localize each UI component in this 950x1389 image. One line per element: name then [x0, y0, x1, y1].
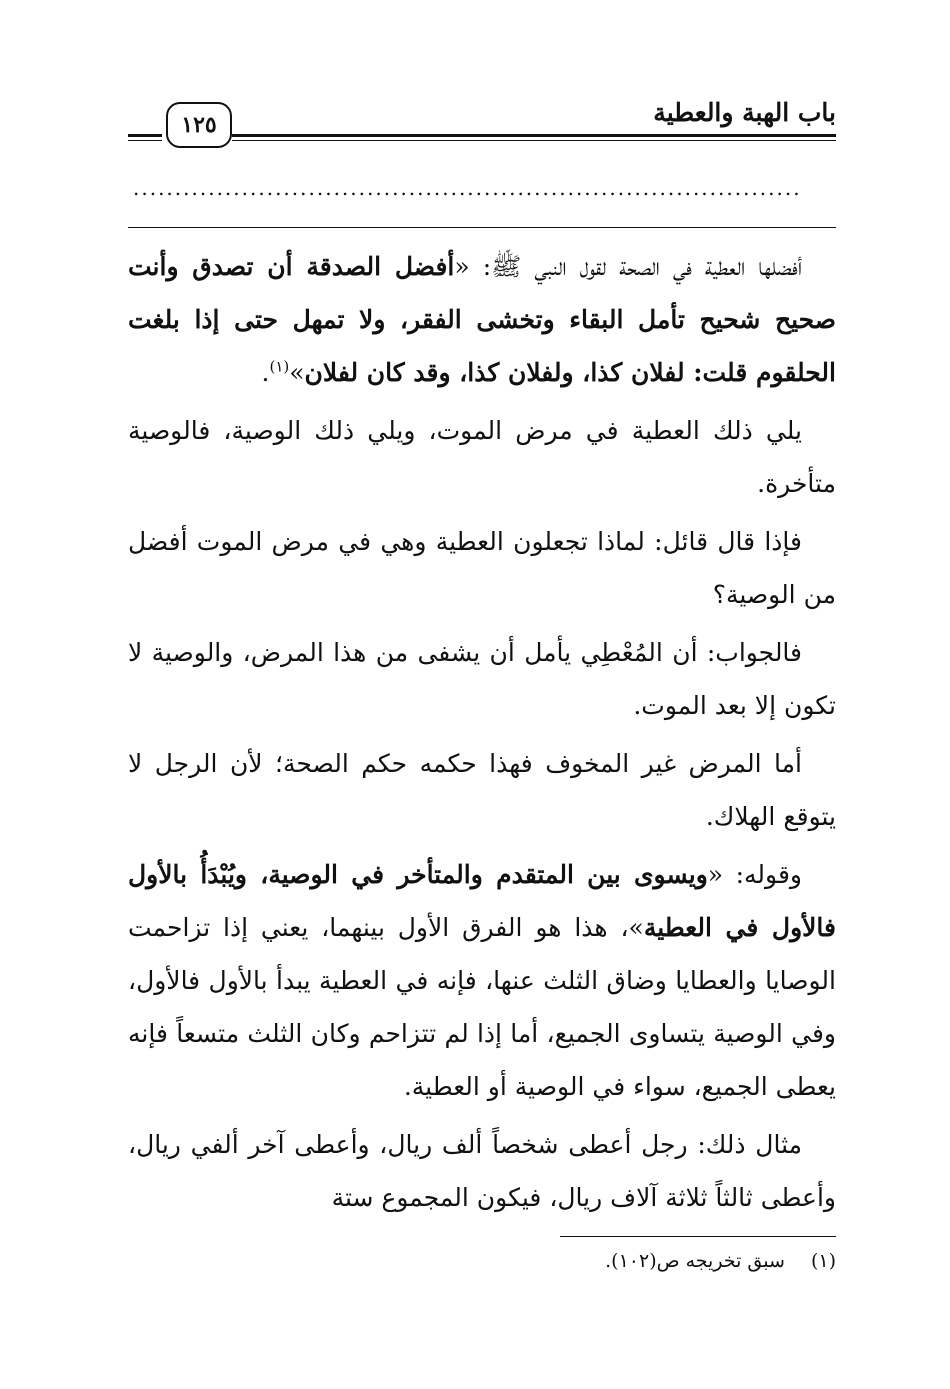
paragraph: فالجواب: أن المُعْطِي يأمل أن يشفى من هذا المرض، والوصية لا تكون إلا بعد الموت.	[128, 638, 836, 720]
page-number: ١٢٥	[166, 102, 232, 148]
paragraph	[128, 240, 836, 399]
paragraph: مثال ذلك: رجل أعطى شخصاً ألف ريال، وأعطى آخر ألفي ريال، وأعطى ثالثاً ثلاثة آلاف ريال، فيكون المجموع ستة	[128, 1130, 836, 1212]
content-divider	[128, 227, 836, 228]
text-run: أفضلها العطية في الصحة لقول النبي ﷺ: «	[454, 252, 803, 281]
header-rule-right	[232, 134, 836, 141]
paragraph	[128, 848, 836, 1113]
footnote-ref: (١)	[269, 357, 290, 376]
paragraph: يلي ذلك العطية في مرض الموت، ويلي ذلك الوصية، فالوصية متأخرة.	[128, 416, 836, 498]
paragraph: فإذا قال قائل: لماذا تجعلون العطية وهي في مرض الموت أفضل من الوصية؟	[128, 527, 836, 609]
main-text	[128, 240, 836, 1229]
paragraph: أما المرض غير المخوف فهذا حكمه حكم الصحة؛ لأن الرجل لا يتوقع الهلاك.	[128, 749, 836, 831]
page-header	[128, 98, 836, 148]
text-run: .	[261, 358, 270, 387]
footnote-separator	[560, 1236, 836, 1237]
footnote	[605, 1246, 836, 1276]
footnote-number: (١)	[810, 1250, 836, 1272]
hadith-quote: أفضل الصدقة أن تصدق وأنت صحيح شحيح تأمل البقاء وتخشى الفقر، ولا تمهل حتى إذا بلغت الحلقوم قلت: لفلان كذا، ولفلان كذا، وقد كان لفلان	[128, 252, 836, 387]
text-run: وقوله: «	[707, 860, 802, 889]
text-run: »، هذا هو الفرق الأول بينهما، يعني إذا تزاحمت الوصايا والعطايا وضاق الثلث عنها، فإنه في العطية يبدأ بالأول فالأول، وفي الوصية يتساوى الجميع، أما إذا لم تتزاحم وكان الثلث متسعاً فإنه يعطى الجميع، سواء في الوصية أو العطية.	[128, 913, 836, 1101]
dotted-separator: ................................................................................	[133, 176, 802, 200]
chapter-title: باب الهبة والعطية	[653, 98, 836, 127]
header-rule-left	[128, 134, 162, 141]
footnote-text: سبق تخريجه ص(١٠٢).	[605, 1250, 785, 1272]
text-run: »	[289, 358, 305, 387]
matn-quote: ويسوى بين المتقدم والمتأخر في الوصية، ويُبْدَأُ بالأول فالأول في العطية	[128, 860, 836, 942]
